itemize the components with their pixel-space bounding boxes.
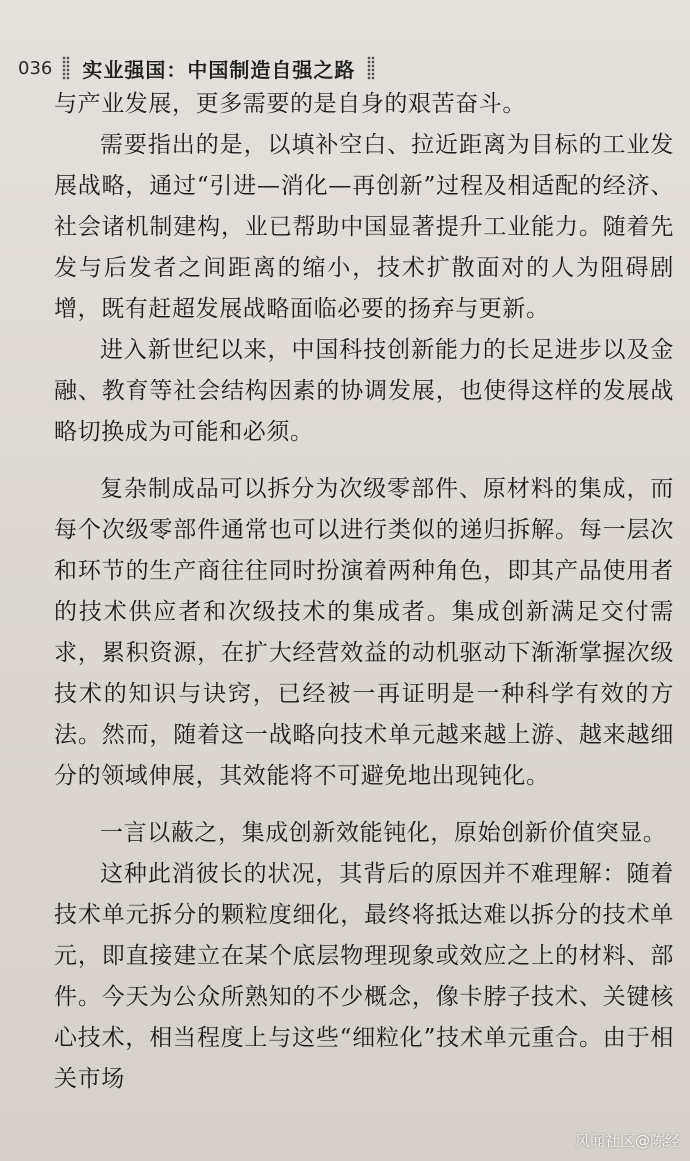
dot-ornament-right [367,56,375,80]
paragraph: 需要指出的是，以填补空白、拉近距离为目标的工业发展战略，通过“引进—消化—再创新”过程及相适配的经济、社会诸机制建构，业已帮助中国显著提升工业能力。随着先发与后发者之间距离的缩小，技术扩散面对的人为阻碍剧增，既有赶超发展战略面临必要的扬弃与更新。 [54,132,674,322]
body-text [54,84,674,1100]
paragraph: 进入新世纪以来，中国科技创新能力的长足进步以及金融、教育等社会结构因素的协调发展，也使得这样的发展战略切换成为可能和必须。 [54,337,674,445]
paragraph: 复杂制成品可以拆分为次级零部件、原材料的集成，而每个次级零部件通常也可以进行类似的递归拆解。每一层次和环节的生产商往往同时扮演着两种角色，即其产品使用者的技术供应者和次级技术的集成者。集成创新满足交付需求，累积资源，在扩大经营效益的动机驱动下渐渐掌握次级技术的知识与诀窍，已经被一再证明是一种科学有效的方法。然而，随着这一战略向技术单元越来越上游、越来越细分的领域伸展，其效能将不可避免地出现钝化。 [54,476,674,789]
paragraph: 一言以蔽之，集成创新效能钝化，原始创新价值突显。 [100,820,667,846]
paragraph-continuation: 与产业发展，更多需要的是自身的艰苦奋斗。 [54,91,526,117]
running-header [18,48,375,88]
page-number: 036 [18,57,53,79]
dot-ornament-left [62,56,70,80]
paragraph: 这种此消彼长的状况，其背后的原因并不难理解：随着技术单元拆分的颗粒度细化，最终将抵达难以拆分的技术单元，即直接建立在某个底层物理现象或效应之上的材料、部件。今天为公众所熟知的不少概念，像卡脖子技术、关键核心技术，相当程度上与这些“细粒化”技术单元重合。由于相关市场 [54,861,674,1092]
chapter-title: 实业强国：中国制造自强之路 [82,57,356,82]
watermark: 风闻社区@陈经 [574,1132,680,1150]
